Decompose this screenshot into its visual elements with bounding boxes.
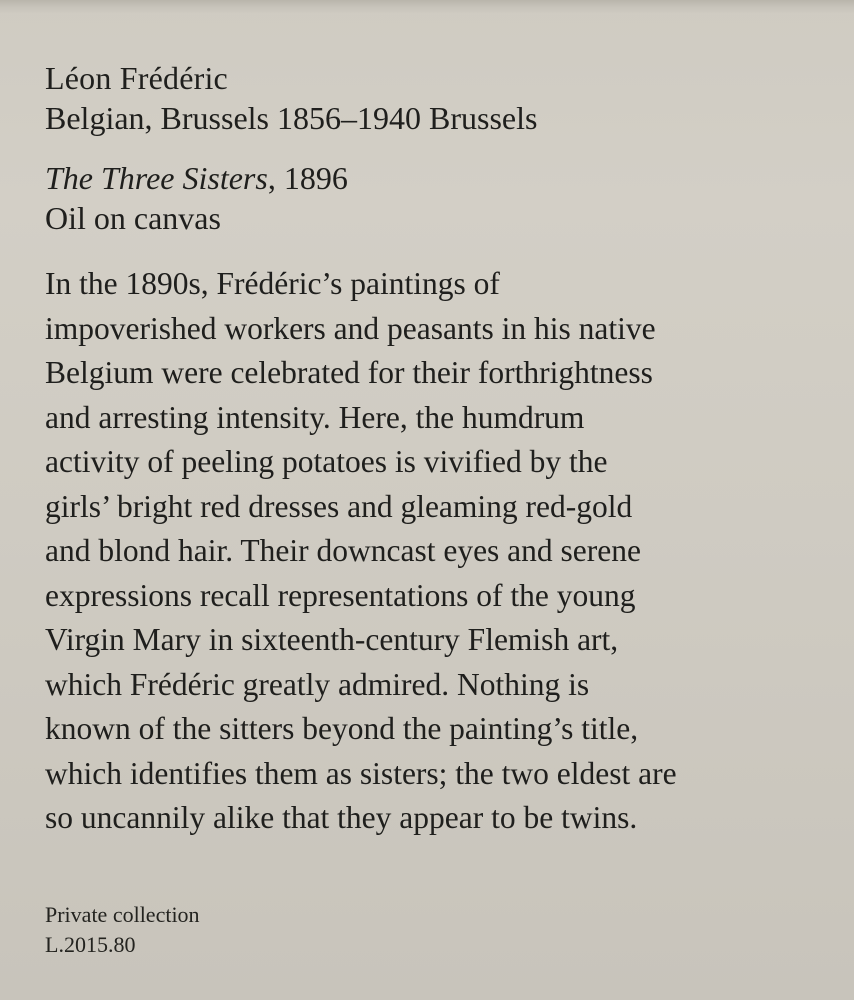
description-line: Belgium were celebrated for their forthrightness (45, 355, 653, 390)
description-line: activity of peeling potatoes is vivified by the (45, 444, 608, 479)
description-line: so uncannily alike that they appear to be twins. (45, 800, 638, 835)
description (45, 262, 835, 841)
description-line: known of the sitters beyond the painting’s title, (45, 711, 639, 746)
artist-name: Léon Frédéric (45, 60, 228, 96)
description-line: Virgin Mary in sixteenth-century Flemish art, (45, 622, 619, 657)
work-year: , 1896 (267, 160, 348, 196)
work-title: The Three Sisters (45, 160, 268, 196)
description-line: expressions recall representations of the young (45, 577, 636, 613)
description-line: In the 1890s, Frédéric’s paintings of (45, 266, 500, 301)
artist-bio: Belgian, Brussels 1856–1940 Brussels (45, 100, 538, 136)
label-top-edge (0, 0, 854, 14)
credit-line: Private collection (45, 902, 200, 927)
work-title-line (45, 158, 835, 198)
medium: Oil on canvas (45, 200, 221, 236)
description-line: and blond hair. Their downcast eyes and serene (45, 533, 641, 568)
description-line: which Frédéric greatly admired. Nothing is (45, 666, 590, 702)
label-content (45, 58, 835, 841)
description-line: impoverished workers and peasants in his native (45, 310, 656, 346)
description-line: and arresting intensity. Here, the humdrum (45, 399, 585, 435)
credit-block (45, 900, 200, 960)
accession-number: L.2015.80 (45, 932, 136, 957)
description-line: girls’ bright red dresses and gleaming red-gold (45, 488, 633, 524)
description-line: which identifies them as sisters; the two eldest are (45, 755, 677, 791)
